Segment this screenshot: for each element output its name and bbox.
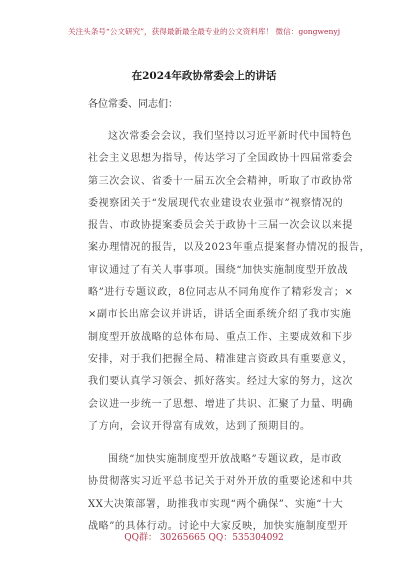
contact-footer: QQ群： 30265665 QQ：535304092 <box>124 533 284 543</box>
text-line: 第三次会议、省委十一届五次全会精神，听取了市政协常 <box>88 175 353 187</box>
text-line: XX大决策部署，助推我市实现“两个确保”、实施“十大 <box>88 498 344 510</box>
text-line: 我们要认真学习领会、抓好落实。经过大家的努力，这次 <box>88 376 353 388</box>
text-line: 报告、市政协提案委员会关于政协十三届一次会议以来提 <box>88 220 353 232</box>
text-line: 社会主义思想为指导，传达学习了全国政协十四届常委会 <box>88 153 353 165</box>
text-line: 审议通过了有关人事事项。围绕“加快实施制度型开放战 <box>88 264 349 276</box>
text-line: 安排，对于我们把握全局、精准建言资政具有重要意义， <box>88 353 353 365</box>
paragraph <box>88 126 371 438</box>
document-title: 在2024年政协常委会上的讲话 <box>131 70 277 82</box>
promo-header: 关注头条号“公文研究”，获得最新最全最专业的公文资料库！ 微信：gongwenyj <box>67 27 341 36</box>
text-line: 协贯彻落实习近平总书记关于对外开放的重要论述和中共 <box>88 476 353 488</box>
text-line: 制度型开放战略的总体布局、重点工作、主要成效和下步 <box>88 331 353 343</box>
text-line: ×副市长出席会议并讲话，讲话全面系统介绍了我市实施 <box>88 309 352 321</box>
text-line: 战略”的具体行动。讨论中大家反映，加快实施制度型开 <box>88 521 349 533</box>
text-line: 了方向，会议开得富有成效，达到了预期目的。 <box>88 420 311 432</box>
text-line: 会议进一步统一了思想、增进了共识、汇聚了力量、明确 <box>88 398 353 410</box>
salutation: 各位常委、同志们： <box>88 99 178 110</box>
paragraph <box>88 449 353 538</box>
text-line: 委视察团关于“发展现代农业建设农业强市”视察情况的 <box>88 197 344 209</box>
document-body <box>88 126 371 549</box>
text-line: 案办理情况的报告，以及2023年重点提案督办情况的报告， <box>88 242 371 254</box>
text-line: 这次常委会会议，我们坚持以习近平新时代中国特色 <box>108 131 352 142</box>
text-line: 围绕“加快实施制度型开放战略”专题议政，是市政 <box>108 454 343 466</box>
text-line: 略”进行专题议政，8位同志从不同角度作了精彩发言；× <box>88 287 354 299</box>
